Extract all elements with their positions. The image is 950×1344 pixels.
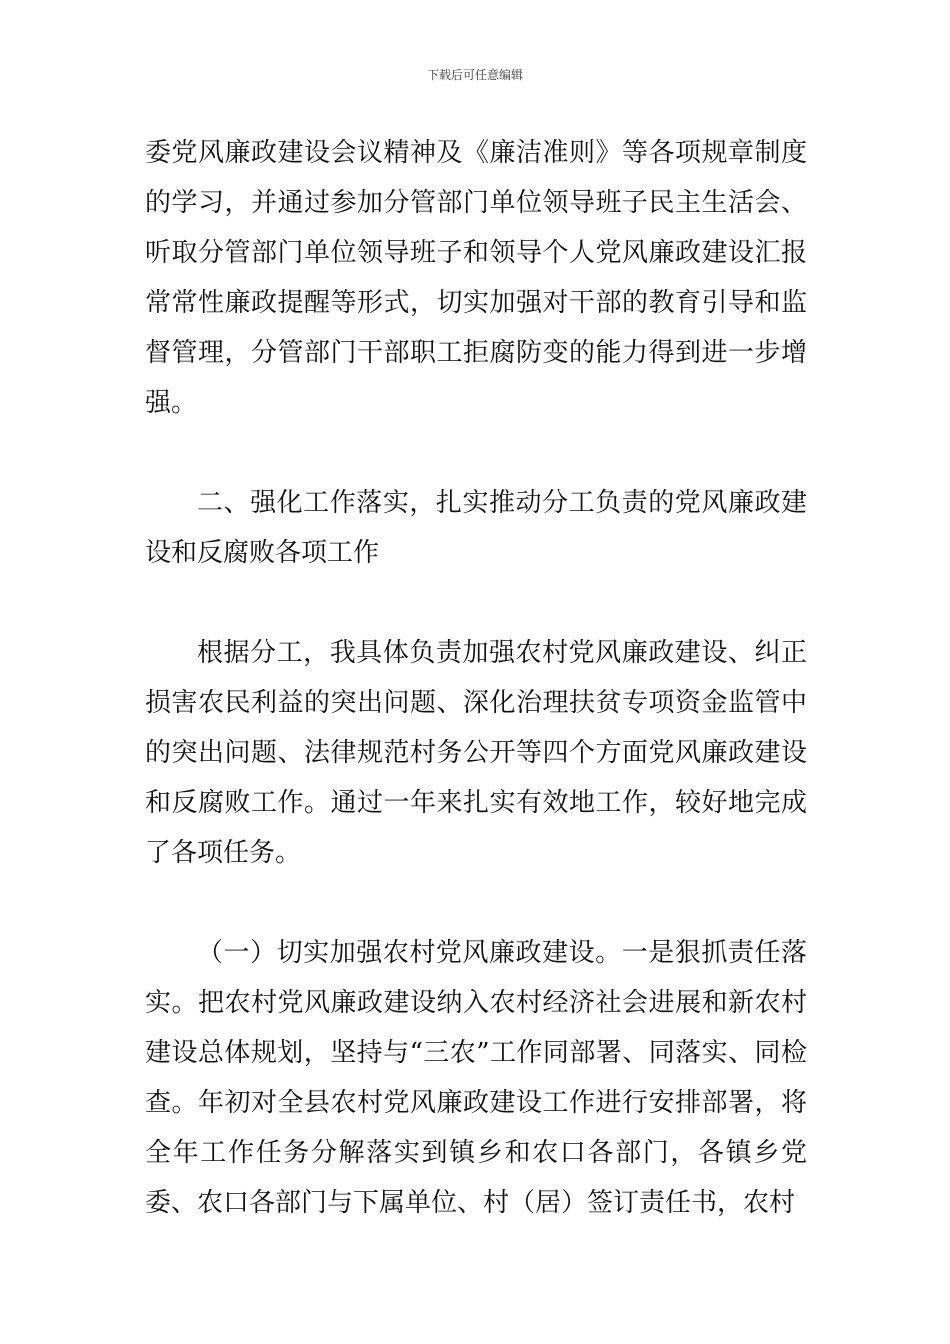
paragraph-continuation: 委党风廉政建设会议精神及《廉洁准则》等各项规章制度的学习，并通过参加分管部门单位领导班子民主生活会、听取分管部门单位领导班子和领导个人党风廉政建设汇报常常性廉政提醒等形式，切实加强对干部的教育引导和监督管理，分管部门干部职工拒腐防变的能力得到进一步增强。 <box>145 138 807 418</box>
document-body <box>145 128 807 1228</box>
paragraph-spacer <box>145 578 807 628</box>
paragraph-division-of-work: 根据分工，我具体负责加强农村党风廉政建设、纠正损害农民利益的突出问题、深化治理扶贫专项资金监管中的突出问题、法律规范村务公开等四个方面党风廉政建设和反腐败工作。通过一年来扎实有效地工作，较好地完成了各项任务。 <box>145 638 807 868</box>
section-heading-two: 二、强化工作落实，扎实推动分工负责的党风廉政建设和反腐败各项工作 <box>145 488 807 568</box>
paragraph-rural-integrity: （一）切实加强农村党风廉政建设。一是狠抓责任落实。把农村党风廉政建设纳入农村经济社会进展和新农村建设总体规划，坚持与“三农”工作同部署、同落实、同检查。年初对全县农村党风廉政建设工作进行安排部署，将全年工作任务分解落实到镇乡和农口各部门，各镇乡党委、农口各部门与下属单位、村（居）签订责任书，农村 <box>145 938 807 1218</box>
page-header-note: 下载后可任意编辑 <box>426 68 523 82</box>
paragraph-spacer <box>145 428 807 478</box>
paragraph-spacer <box>145 878 807 928</box>
